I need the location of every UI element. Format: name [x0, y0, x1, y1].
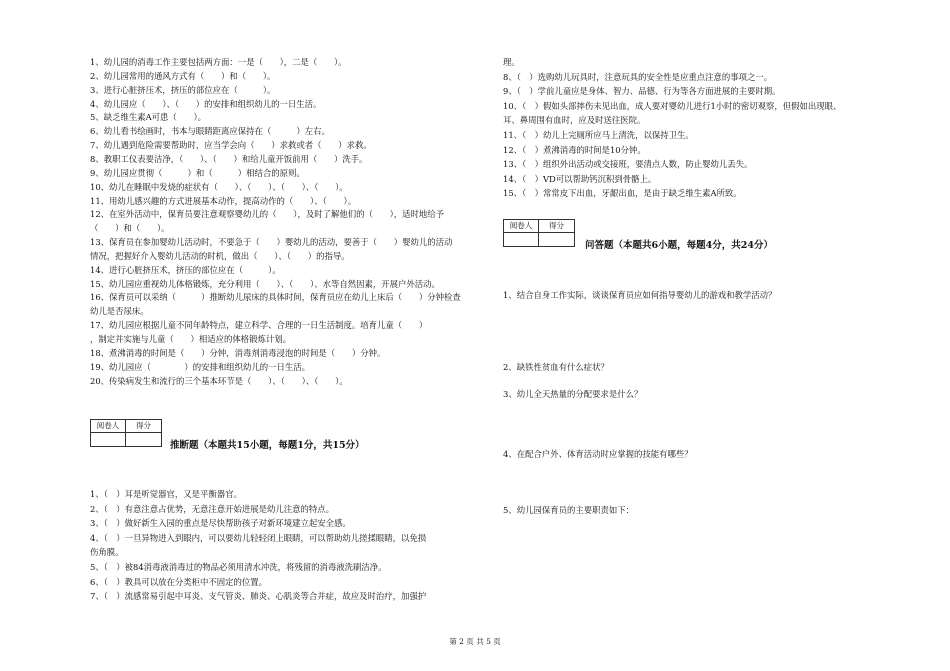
- fill-question-line-4: 4、幼儿园应（ ）、（ ）的安排和组织幼儿的一日生活。: [90, 98, 322, 109]
- judge-question-line-right-5: 耳、鼻周围有血时，应及时送往医院。: [503, 115, 646, 126]
- fill-question-line-2: 2、幼儿园常用的通风方式有（ ）和（ ）。: [90, 70, 276, 81]
- reviewer-cell[interactable]: [504, 233, 539, 246]
- fill-question-line-23: 19、幼儿园应（ ）的安排和组织幼儿的一日生活。: [90, 361, 311, 372]
- fill-question-line-19: 幼儿是否尿床。: [90, 306, 149, 317]
- fill-question-line-11: 11、用幼儿感兴趣的方式进展基本动作，提高动作的（ ）、（ ）。: [90, 195, 357, 206]
- judge-question-line-right-1: 理。: [503, 57, 520, 67]
- judge-question-line-3: 3、（ ）做好新生入园的重点是尽快帮助孩子对新环境建立起安全感。: [90, 518, 351, 529]
- judge-question-line-right-9: 14、（ ）VD可以帮助钙沉积到骨骼上。: [503, 173, 657, 184]
- fill-question-line-13: （ ）和（ ）。: [90, 223, 170, 234]
- reviewer-cell[interactable]: [91, 433, 126, 446]
- fill-question-line-14: 13、保育员在参加婴幼儿活动时，不要急于（ ）婴幼儿的活动，要善于（ ）婴幼儿的活动: [90, 237, 453, 248]
- fill-question-line-1: 1、幼儿园的消毒工作主要包括两方面：一是（ ），二是（ ）。: [90, 57, 347, 67]
- score-label: 得分: [539, 220, 574, 233]
- judge-question-line-4: 4、（ ）一旦异物进入到眼内，可以要幼儿轻轻闭上眼睛，可以帮助幼儿搓揉眼睛，以免损: [90, 532, 427, 543]
- fill-question-line-22: 18、煮沸消毒的时间是（ ）分钟，消毒剂消毒浸泡的时间是（ ）分钟。: [90, 347, 386, 358]
- judge-question-line-6: 5、（ ）被84消毒液消毒过的物品必须用清水冲洗，将残留的消毒液洗刷洁净。: [90, 562, 387, 572]
- fill-question-line-8: 8、教职工仪表要洁净，（ ）、（ ）和给儿童开饭前用（ ）洗手。: [90, 153, 368, 164]
- fill-question-line-21: ，制定并实施与儿童（ ）相适应的体格锻炼计划。: [90, 334, 291, 344]
- judge-question-line-1: 1、（ ）耳是听觉器官，又是平衡器官。: [90, 489, 242, 499]
- fill-question-line-6: 6、幼儿看书绘画时，书本与眼睛距离应保持在（ ）左右。: [90, 126, 330, 137]
- fill-question-line-20: 17、幼儿园应根据儿童不同年龄特点，建立科学、合理的一日生活制度。培育儿童（ ）: [90, 320, 428, 331]
- judge-question-line-2: 2、（ ）有意注意占优势，无意注意开始进展是幼儿注意的特点。: [90, 503, 335, 514]
- qa-question-2: 2、缺铁性贫血有什么症状？: [503, 362, 609, 372]
- fill-question-line-9: 9、幼儿园应贯彻（ ）和（ ）相结合的原则。: [90, 167, 305, 178]
- score-cell[interactable]: [539, 233, 574, 246]
- fill-question-line-12: 12、在室外活动中，保育员要注意观察婴幼儿的（ ），及时了解他们的（ ），适时地给予: [90, 209, 445, 220]
- score-cell[interactable]: [126, 433, 161, 446]
- qa-question-4: 4、在配合户外、体育活动时应掌握的技能有哪些？: [503, 449, 693, 459]
- fill-question-line-16: 14、进行心脏挤压术，挤压的部位应在（ ）。: [90, 264, 281, 275]
- judge-question-line-7: 6、（ ）教具可以放在分类柜中不固定的位置。: [90, 576, 268, 587]
- section-title-judge: 推断题（本题共15小题，每题1分，共15分）: [170, 440, 365, 451]
- page-footer: 第 2 页 共 5 页: [449, 637, 501, 646]
- fill-question-line-17: 15、幼儿园应重视幼儿体格锻炼，充分利用（ ）、（ ）、水等自然因素，开展户外活动。: [90, 278, 440, 289]
- fill-question-line-3: 3、进行心脏挤压术，挤压的部位应在（ ）。: [90, 84, 276, 95]
- reviewer-label: 阅卷人: [91, 420, 126, 433]
- judge-question-line-right-2: 8、（ ）选购幼儿玩具时，注意玩具的安全性是应重点注意的事项之一。: [503, 71, 773, 82]
- fill-question-line-10: 10、幼儿在睡眠中发烧的症状有（ ）、（ ）、（ ）、（ ）。: [90, 181, 348, 192]
- qa-question-3: 3、幼儿全天热量的分配要求是什么？: [503, 389, 643, 399]
- fill-question-line-15: 情况，把握好介入婴幼儿活动的时机，做出（ ）、（ ）的指导。: [90, 250, 350, 261]
- judge-question-line-right-6: 11、（ ）幼儿上完厕所应马上清洗，以保持卫生。: [503, 130, 694, 140]
- judge-question-line-right-7: 12、（ ）煮沸消毒的时间是10分钟。: [503, 144, 646, 155]
- score-label: 得分: [126, 420, 161, 433]
- reviewer-label: 阅卷人: [504, 220, 539, 233]
- judge-question-line-5: 伤角膜。: [90, 547, 124, 558]
- judge-question-line-8: 7、（ ）流感常易引起中耳炎、支气管炎、肺炎、心肌炎等合并症，故应及时治疗，加强护: [90, 591, 427, 602]
- qa-question-5: 5、幼儿园保育员的主要职责如下：: [503, 505, 634, 515]
- fill-question-line-24: 20、传染病发生和流行的三个基本环节是（ ）、（ ）、（ ）。: [90, 375, 348, 386]
- score-box-judge: [90, 419, 162, 447]
- judge-question-line-right-4: 10、（ ）假如头部摔伤未见出血，成人要对婴幼儿进行1小时的密切观察，但假如出现眼、: [503, 100, 842, 111]
- judge-question-line-right-3: 9、（ ）学前儿童应是身体、智力、品德、行为等各方面进展的主要时期。: [503, 86, 781, 97]
- score-box-qa: [503, 219, 575, 247]
- fill-question-line-7: 7、幼儿遇到危险需要帮助时，应当学会向（ ）求救或者（ ）求救。: [90, 140, 372, 151]
- section-title-qa: 问答题（本题共6小题，每题4分，共24分）: [585, 240, 773, 251]
- fill-question-line-18: 16、保育员可以采纳（ ）推断幼儿尿床的具体时间，保育员应在幼儿上床后（ ）分钟检查: [90, 292, 461, 303]
- judge-question-line-right-10: 15、（ ）常常皮下出血，牙龈出血，是由于缺乏维生素A所致。: [503, 188, 742, 199]
- qa-question-1: 1、结合自身工作实际，谈谈保育员应如何指导婴幼儿的游戏和教学活动？: [503, 290, 777, 300]
- judge-question-line-right-8: 13、（ ）组织外出活动或交接班，要清点人数，防止婴幼儿丢失。: [503, 159, 753, 170]
- fill-question-line-5: 5、缺乏维生素A可患（ ）。: [90, 112, 207, 123]
